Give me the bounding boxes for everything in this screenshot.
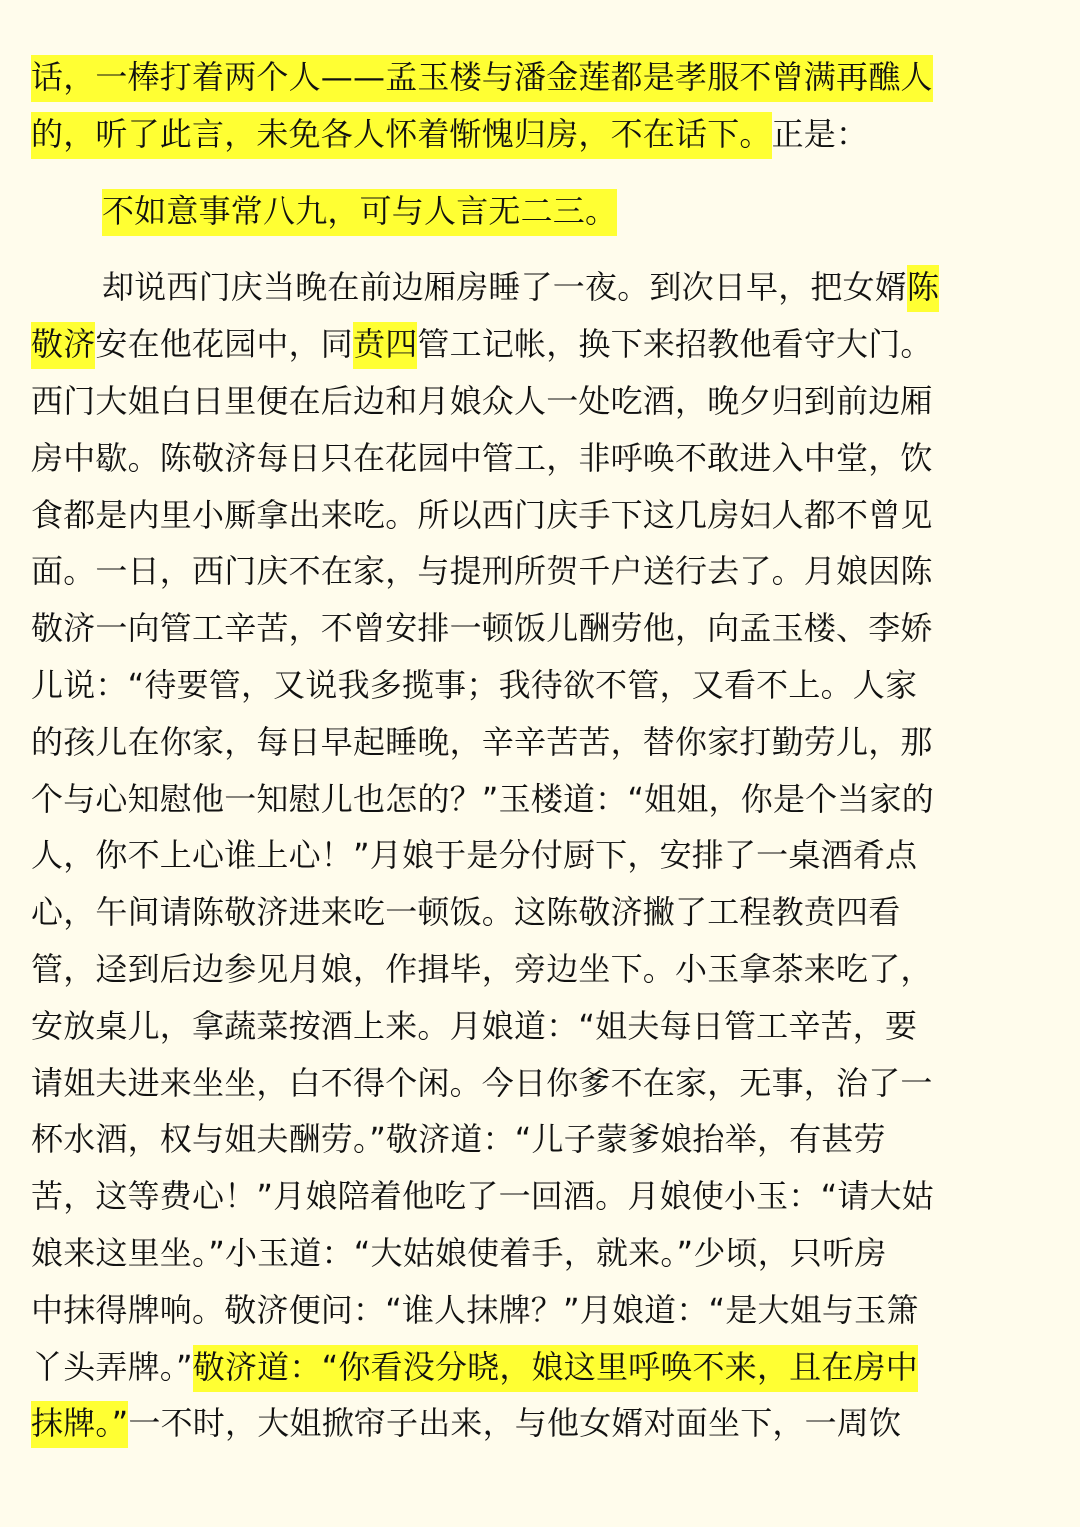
- text-line: [31, 1339, 1049, 1396]
- text-line: [31, 1111, 1049, 1168]
- highlighted-text: 贲四: [353, 322, 417, 369]
- paragraph-gap: [31, 239, 1049, 259]
- text-line: [31, 1168, 1049, 1225]
- highlighted-text: 抹牌。”: [31, 1401, 128, 1448]
- text-segment: 房中歇。陈敬济每日只在花园中管工，非呼唤不敢进入中堂，饮: [31, 438, 933, 477]
- text-line: [31, 1055, 1049, 1112]
- text-segment: 个与心知慰他一知慰儿也怎的？”玉楼道：“姐姐，你是个当家的: [31, 779, 934, 818]
- text-segment: 面。一日，西门庆不在家，与提刑所贺千户送行去了。月娘因陈: [31, 552, 933, 591]
- highlighted-text: 不如意事常八九，可与人言无二三。: [102, 189, 617, 236]
- text-line: [31, 771, 1049, 828]
- text-line: [31, 600, 1049, 657]
- text-line: [31, 106, 1049, 163]
- text-segment: 娘来这里坐。”小玉道：“大姑娘使着手，就来。”少顷，只听房: [31, 1233, 887, 1272]
- text-segment: 杯水酒，权与姐夫酬劳。”敬济道：“儿子蒙爹娘抬举，有甚劳: [31, 1120, 886, 1159]
- text-segment: 苦，这等费心！”月娘陪着他吃了一回酒。月娘使小玉：“请大姑: [31, 1177, 934, 1216]
- text-line: [31, 941, 1049, 998]
- highlighted-text: 敬济: [31, 322, 95, 369]
- text-segment: 儿说：“待要管，又说我多揽事；我待欲不管，又看不上。人家: [31, 665, 918, 704]
- text-segment: 西门大姐白日里便在后边和月娘众人一处吃酒，晚夕归到前边厢: [31, 381, 933, 420]
- text-line: [31, 714, 1049, 771]
- text-line: [31, 543, 1049, 600]
- text-line: [31, 1395, 1049, 1452]
- text-segment: 正是：: [771, 114, 869, 153]
- text-segment: 却说西门庆当晚在前边厢房睡了一夜。到次日早，把女婿: [102, 268, 908, 307]
- text-line: [31, 1225, 1049, 1282]
- text-line: [31, 373, 1049, 430]
- text-segment: 安放桌儿，拿蔬菜按酒上来。月娘道：“姐夫每日管工辛苦，要: [31, 1006, 918, 1045]
- text-line: [31, 1282, 1049, 1339]
- text-line: [31, 259, 1049, 316]
- text-segment: 管，迳到后边参见月娘，作揖毕，旁边坐下。小玉拿茶来吃了，: [31, 949, 933, 988]
- text-segment: 安在他花园中，同: [95, 325, 354, 364]
- text-line: [31, 487, 1049, 544]
- text-segment: 敬济一向管工辛苦，不曾安排一顿饭儿酬劳他，向孟玉楼、李娇: [31, 609, 933, 648]
- text-line: [31, 884, 1049, 941]
- paragraph-gap: [31, 163, 1049, 183]
- text-segment: 请姐夫进来坐坐，白不得个闲。今日你爹不在家，无事，治了一: [31, 1063, 933, 1102]
- text-line: [31, 430, 1049, 487]
- text-line: [31, 49, 1049, 106]
- text-segment: 心，午间请陈敬济进来吃一顿饭。这陈敬济撇了工程教贲四看: [31, 893, 901, 932]
- text-line: [31, 657, 1049, 714]
- text-line: [31, 998, 1049, 1055]
- text-segment: 丫头弄牌。”: [31, 1347, 193, 1386]
- text-line: [31, 827, 1049, 884]
- text-segment: 中抹得牌响。敬济便问：“谁人抹牌？”月娘道：“是大姐与玉箫: [31, 1290, 919, 1329]
- text-segment: 管工记帐，换下来招教他看守大门。: [417, 325, 933, 364]
- highlighted-text: 敬济道：“你看没分晓，娘这里呼唤不来，且在房中: [193, 1345, 918, 1392]
- highlighted-text: 陈: [907, 265, 939, 312]
- text-segment: 人，你不上心谁上心！”月娘于是分付厨下，安排了一桌酒肴点: [31, 836, 918, 875]
- text-line: [31, 183, 1049, 240]
- highlighted-text: 话，一棒打着两个人——孟玉楼与潘金莲都是孝服不曾满再醮人: [31, 55, 933, 102]
- text-segment: 的孩儿在你家，每日早起睡晚，辛辛苦苦，替你家打勤劳儿，那: [31, 722, 933, 761]
- document-page: [31, 49, 1049, 1452]
- text-segment: 一不时，大姐掀帘子出来，与他女婿对面坐下，一周饮: [128, 1404, 902, 1443]
- text-segment: 食都是内里小厮拿出来吃。所以西门庆手下这几房妇人都不曾见: [31, 495, 933, 534]
- highlighted-text: 的，听了此言，未免各人怀着惭愧归房，不在话下。: [31, 112, 772, 159]
- text-line: [31, 316, 1049, 373]
